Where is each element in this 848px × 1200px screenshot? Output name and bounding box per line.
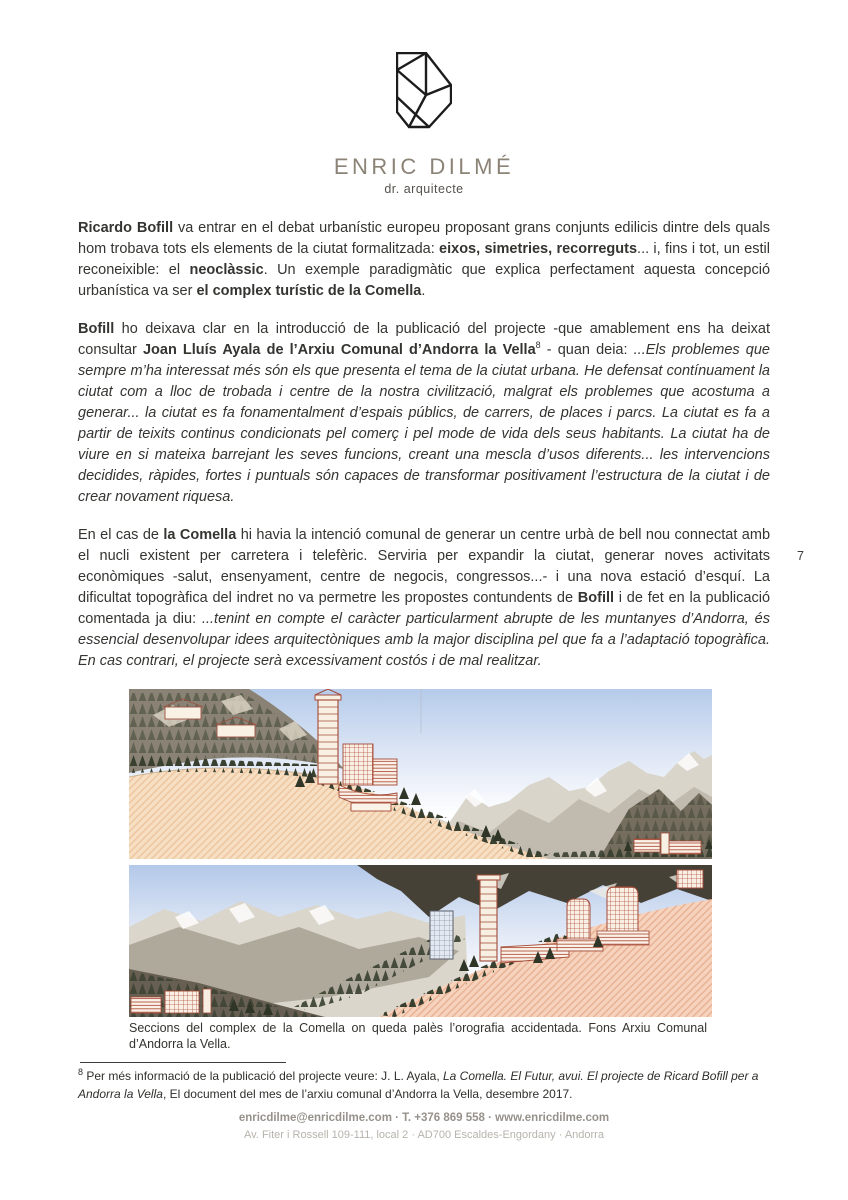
figure-caption: Seccions del complex de la Comella on queda palès l’orografia accidentada. Fons Arxiu Comunal d’Andorra la Vella. — [129, 1021, 707, 1051]
enric-dilme-logo-icon — [396, 52, 452, 130]
comella-section-top-figure — [129, 689, 712, 859]
slender-tower — [477, 875, 500, 961]
paragraph-bofill-quote: Bofill ho deixava clar en la introducció de la publicació del projecte -que amablement ens ha deixat consultar Joan Lluís Ayala de l’Arxiu Comunal d’Andorra la Vella$^8$ - quan deia: ...Els problemes que sempre m’ha interessat més són els que presenta el tema de la ciutat urbana. He defensat contínuament la ciutat com a lloc de trobada i centre de la nostra civilització, malgrat els problemes que acostuma a generar... la ciutat es fa fonamentalment d’espais públics, de carrers, de places i parcs. La ciutat es fa a partir de teixits continus condicionats pel comerç i pel mode de vida dels seus habitants. La ciutat ha de viure en si mateixa barrejant les seves funcions, creant una mescla d’usos diferents... les intervencions decidides, ràpides, fortes i puntuals són capaces de transformar positivament l’estructura de la ciutat i de crear novament riquesa. — [78, 321, 770, 505]
glass-building — [430, 911, 453, 959]
comella-section-bottom-figure — [129, 865, 712, 1017]
paragraph-bofill-intro: Ricardo Bofill va entrar en el debat urbanístic europeu proposant grans conjunts edilicis dintre dels quals hom trobava tots els elements de la ciutat formalitzada: eixos, simetries, recorreguts... i, fins i tot, un estil reconeixible: el neoclàssic. Un exemple paradigmàtic que explica perfectament aquesta concepció urbanística va ser el complex turístic de la Comella. — [78, 220, 771, 299]
letterhead — [0, 0, 848, 196]
brand-role: dr. arquitecte — [384, 182, 464, 196]
paragraph-comella: En el cas de la Comella hi havia la intenció comunal de generar un centre urbà de bell nou connectat amb el nucli existent per carretera i telefèric. Serviria per expandir la ciutat, generar noves activitats econòmiques -salut, ensenyament, centre de negocis, congressos...- i una nova estació d’esquí. La dificultat topogràfica del indret no va permetre les propostes contundents de Bofill i de fet en la publicació comentada ja diu: ...tenint en compte el caràcter particularment abrupte de les muntanyes d’Andorra, és essencial desenvolupar idees arquitectòniques amb la major disciplina pel que fa a l’adaptació topogràfica. En cas contrari, el projecte serà excessivament costós i de mal realitzar. — [78, 527, 771, 669]
upper-right-building — [677, 870, 703, 888]
footer-address: Av. Fiter i Rossell 109-111, local 2 · AD700 Escaldes-Engordany · Andorra — [244, 1129, 604, 1141]
footnote-divider — [80, 1062, 286, 1063]
page-content — [0, 218, 848, 1103]
figure-block — [129, 689, 712, 1052]
tower — [315, 689, 341, 784]
footer-contact: enricdilme@enricdilme.com · T. +376 869 558 · www.enricdilme.com — [238, 1112, 610, 1124]
page-number: 7 — [797, 549, 804, 563]
brand-name: ENRIC DILMÉ — [333, 154, 515, 179]
letterfoot — [0, 1110, 848, 1143]
footnote: $^8$ Per més informació de la publicació del projecte veure: J. L. Ayala, La Comella. El Futur, avui. El projecte de Ricard Bofill per a Andorra la Vella, El document del mes de l’arxiu comunal d’Andorra la Vella, desembre 2017. — [78, 1067, 759, 1101]
